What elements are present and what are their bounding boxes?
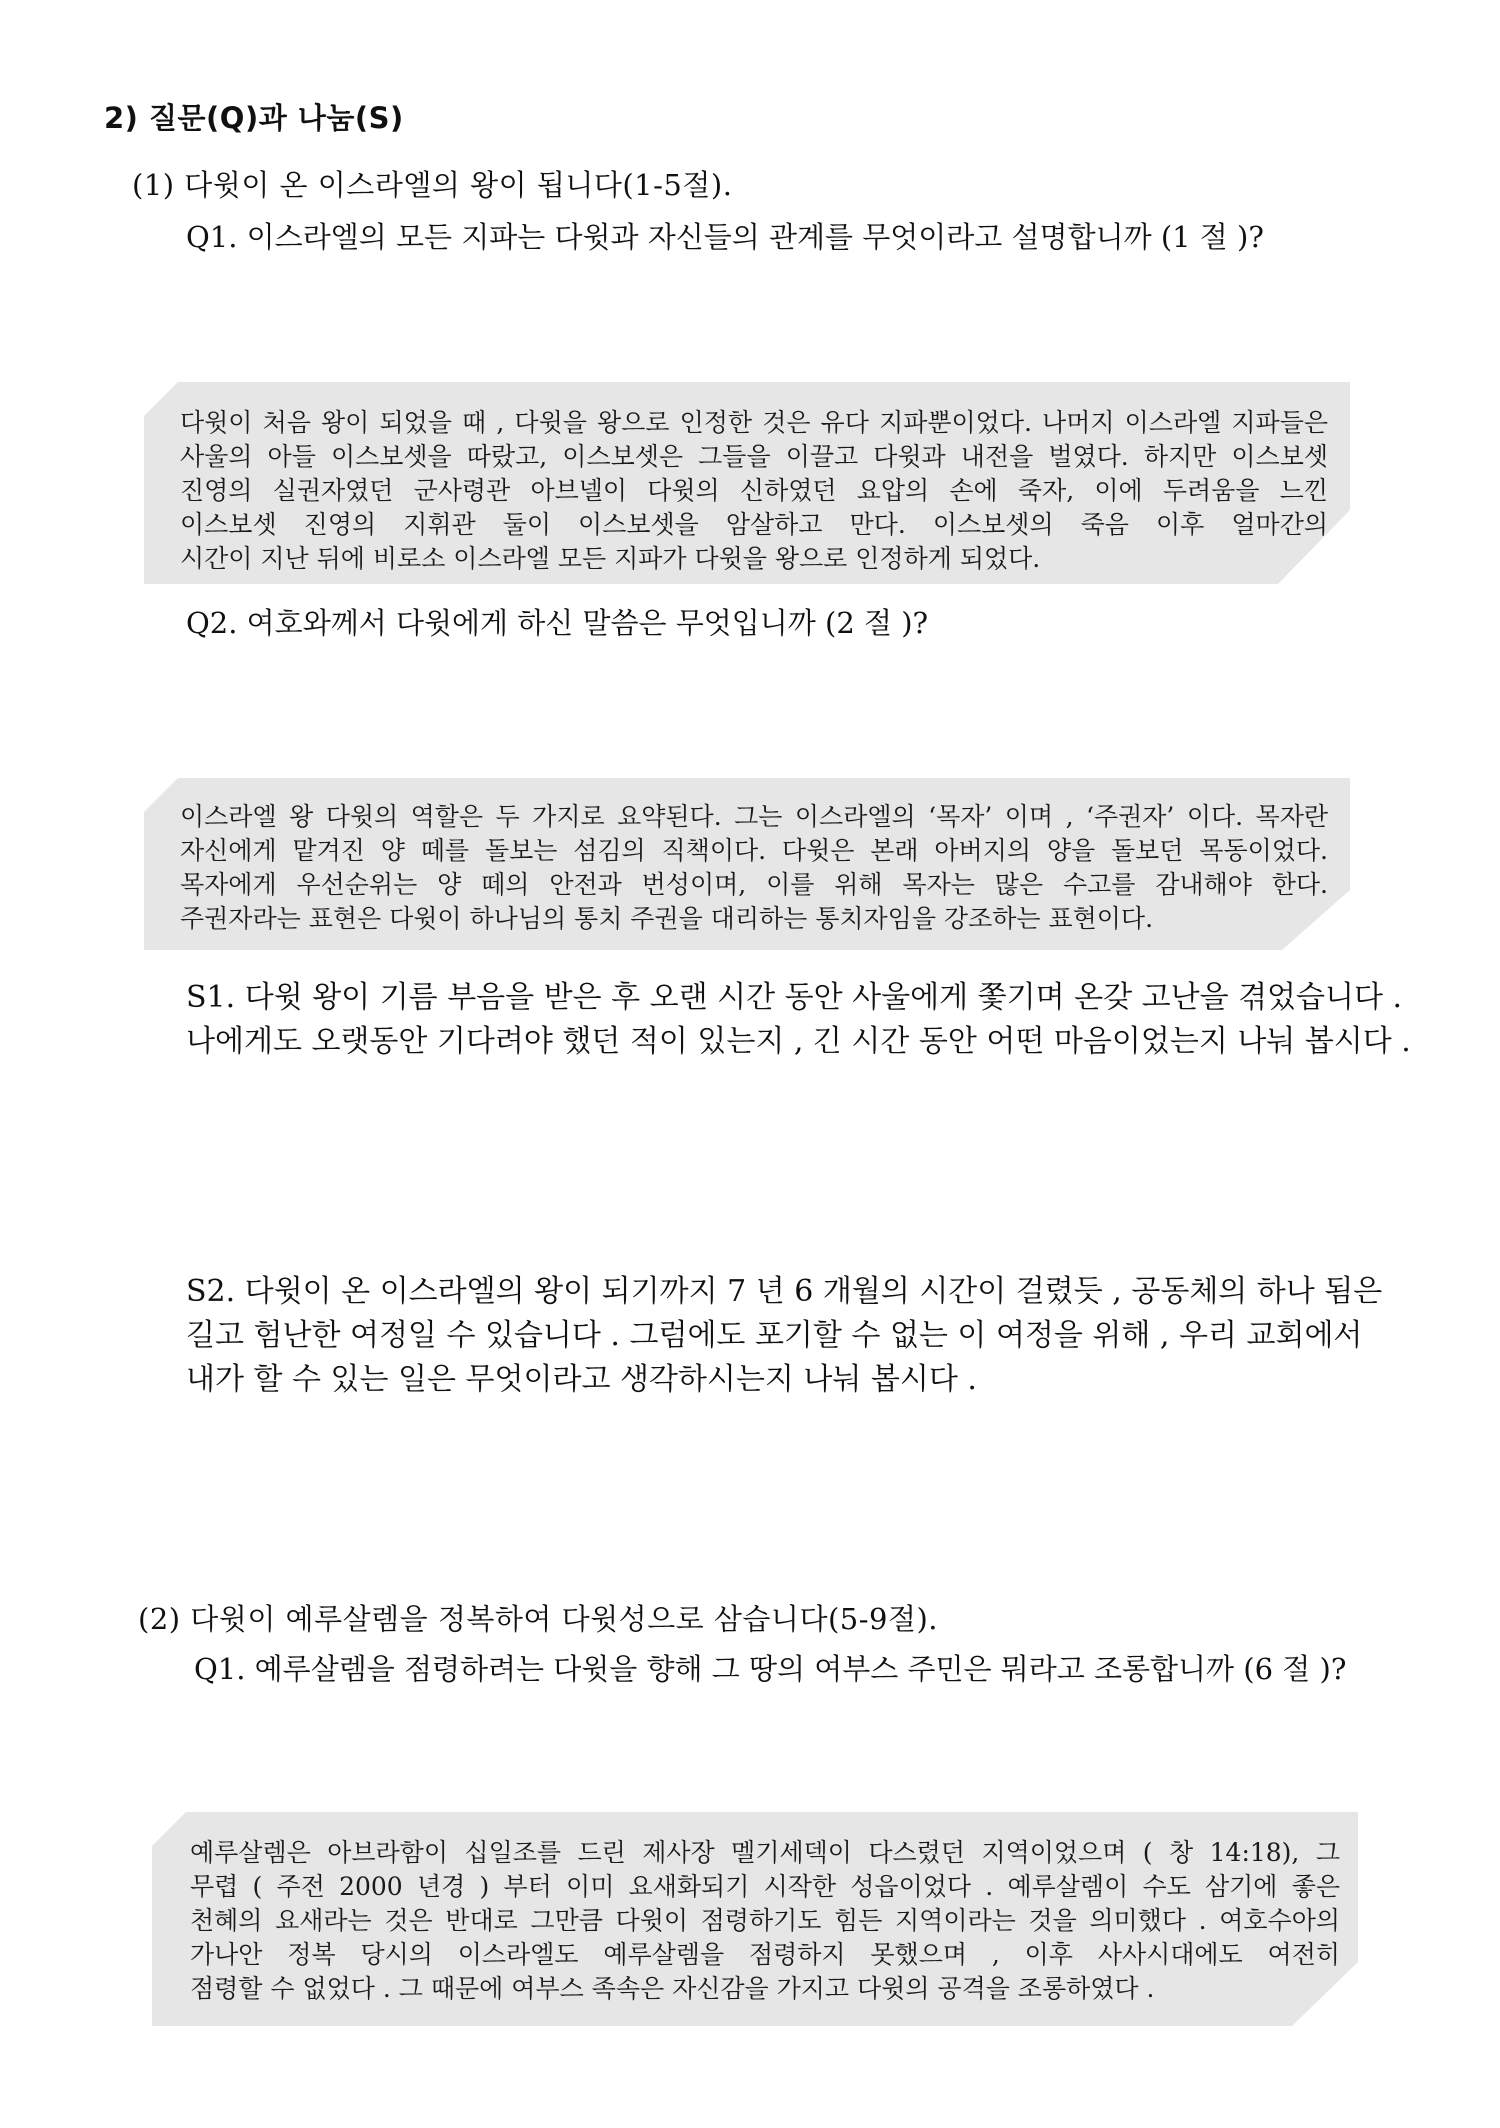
answer-line: 점령할 수 없었다 . 그 때문에 여부스 족속은 자신감을 가지고 다윗의 공격을 조롱하였다 .: [190, 1974, 1155, 2003]
answer-line: 천혜의 요새라는 것은 반대로 그만큼 다윗이 점령하기도 힘든 지역이라는 것을 의미했다 . 여호수아의: [190, 1906, 1340, 1935]
part2-q1-question: Q1. 예루살렘을 점령하려는 다윗을 향해 그 땅의 여부스 주민은 뭐라고 조롱합니까 (6 절 )?: [194, 1652, 1347, 1686]
answer-line: 예루살렘은 아브라함이 십일조를 드린 제사장 멜기세덱이 다스렸던 지역이었으며 ( 창 14:18), 그: [190, 1838, 1340, 1867]
share-line: 내가 할 수 있는 일은 무엇이라고 생각하시는지 나눠 봅시다 .: [186, 1362, 977, 1397]
share-line: S1. 다윗 왕이 기름 부음을 받은 후 오랜 시간 동안 사울에게 쫓기며 온갖 고난을 겪었습니다 .: [186, 980, 1403, 1015]
answer-line: 이스보셋 진영의 지휘관 둘이 이스보셋을 암살하고 만다. 이스보셋의 죽음 이후 얼마간의: [180, 510, 1328, 539]
answer-line: 시간이 지난 뒤에 비로소 이스라엘 모든 지파가 다윗을 왕으로 인정하게 되었다.: [180, 544, 1041, 573]
part1-q2-question: Q2. 여호와께서 다윗에게 하신 말씀은 무엇입니까 (2 절 )?: [186, 606, 929, 640]
part2-heading: (2) 다윗이 예루살렘을 정복하여 다윗성으로 삼습니다(5-9절).: [138, 1602, 939, 1636]
share-line: 길고 험난한 여정일 수 있습니다 . 그럼에도 포기할 수 없는 이 여정을 위해 , 우리 교회에서: [186, 1318, 1363, 1353]
answer-line: 진영의 실권자였던 군사령관 아브넬이 다윗의 신하였던 요압의 손에 죽자, 이에 두려움을 느낀: [180, 476, 1328, 505]
part1-s2-prompt: [186, 1270, 1382, 1402]
answer-line: 무렵 ( 주전 2000 년경 ) 부터 이미 요새화되기 시작한 성읍이었다 . 예루살렘이 수도 삼기에 좋은: [190, 1872, 1340, 1901]
share-line: 나에게도 오랫동안 기다려야 했던 적이 있는지 , 긴 시간 동안 어떤 마음이었는지 나눠 봅시다 .: [186, 1024, 1411, 1059]
part1-heading: (1) 다윗이 온 이스라엘의 왕이 됩니다(1-5절).: [132, 168, 733, 202]
part1-s1-prompt: [186, 976, 1411, 1064]
share-line: S2. 다윗이 온 이스라엘의 왕이 되기까지 7 년 6 개월의 시간이 걸렸듯 , 공동체의 하나 됨은: [186, 1274, 1383, 1309]
answer-line: 사울의 아들 이스보셋을 따랐고, 이스보셋은 그들을 이끌고 다윗과 내전을 벌였다. 하지만 이스보셋: [180, 442, 1328, 471]
answer-line: 목자에게 우선순위는 양 떼의 안전과 번성이며, 이를 위해 목자는 많은 수고를 감내해야 한다.: [180, 870, 1328, 899]
answer-line: 주권자라는 표현은 다윗이 하나님의 통치 주권을 대리하는 통치자임을 강조하는 표현이다.: [180, 904, 1154, 933]
part1-q2-answer: [180, 800, 1328, 936]
section-title: 2) 질문(Q)과 나눔(S): [104, 101, 404, 135]
answer-line: 가나안 정복 당시의 이스라엘도 예루살렘을 점령하지 못했으며 , 이후 사사시대에도 여전히: [190, 1940, 1340, 1969]
answer-line: 다윗이 처음 왕이 되었을 때 , 다윗을 왕으로 인정한 것은 유다 지파뿐이었다. 나머지 이스라엘 지파들은: [180, 408, 1328, 437]
answer-line: 자신에게 맡겨진 양 떼를 돌보는 섬김의 직책이다. 다윗은 본래 아버지의 양을 돌보던 목동이었다.: [180, 836, 1328, 865]
part2-q1-answer: [190, 1836, 1340, 2006]
answer-line: 이스라엘 왕 다윗의 역할은 두 가지로 요약된다. 그는 이스라엘의 ‘목자’ 이며 , ‘주권자’ 이다. 목자란: [180, 802, 1328, 831]
part1-q1-answer: [180, 406, 1328, 576]
part1-q1-question: Q1. 이스라엘의 모든 지파는 다윗과 자신들의 관계를 무엇이라고 설명합니까 (1 절 )?: [186, 220, 1264, 254]
